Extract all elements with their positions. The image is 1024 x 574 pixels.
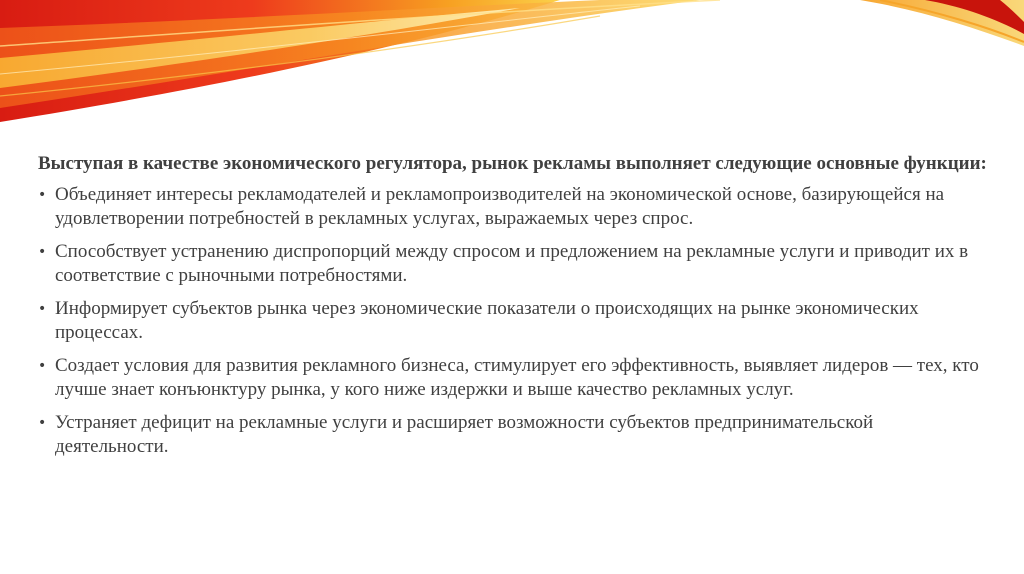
decorative-header-swoosh [0,0,1024,140]
list-item-text: Способствует устранению диспропорций между спросом и предложением на рекламные услуги и приводит их в соответствие с рыночными потребностями. [55,241,969,286]
intro-paragraph: Выступая в качестве экономического регулятора, рынок рекламы выполняет следующие основные функции: [38,153,987,174]
list-item-text: Информирует субъектов рынка через экономические показатели о происходящих на рынке экономических процессах. [55,298,919,343]
list-item-text: Создает условия для развития рекламного бизнеса, стимулирует его эффективность, выявляет лидеров — тех, кто лучше знает конъюнктуру рынка, у кого ниже издержки и выше качество рекламных услуг. [55,355,979,400]
list-item [38,411,988,459]
list-item-text: Объединяет интересы рекламодателей и рекламопроизводителей на экономической основе, базирующейся на удовлетворении потребностей в рекламных услугах, выражаемых через спрос. [55,184,945,229]
list-item-text: Устраняет дефицит на рекламные услуги и расширяет возможности субъектов предпринимательской деятельности. [55,412,874,457]
list-item [38,183,988,231]
list-item [38,354,988,402]
bullet-icon: • [38,187,47,203]
bullet-icon: • [38,358,47,374]
list-item [38,297,988,345]
slide-content [38,152,988,468]
bullet-icon: • [38,415,47,431]
functions-list [38,183,988,459]
list-item [38,240,988,288]
bullet-icon: • [38,244,47,260]
bullet-icon: • [38,301,47,317]
